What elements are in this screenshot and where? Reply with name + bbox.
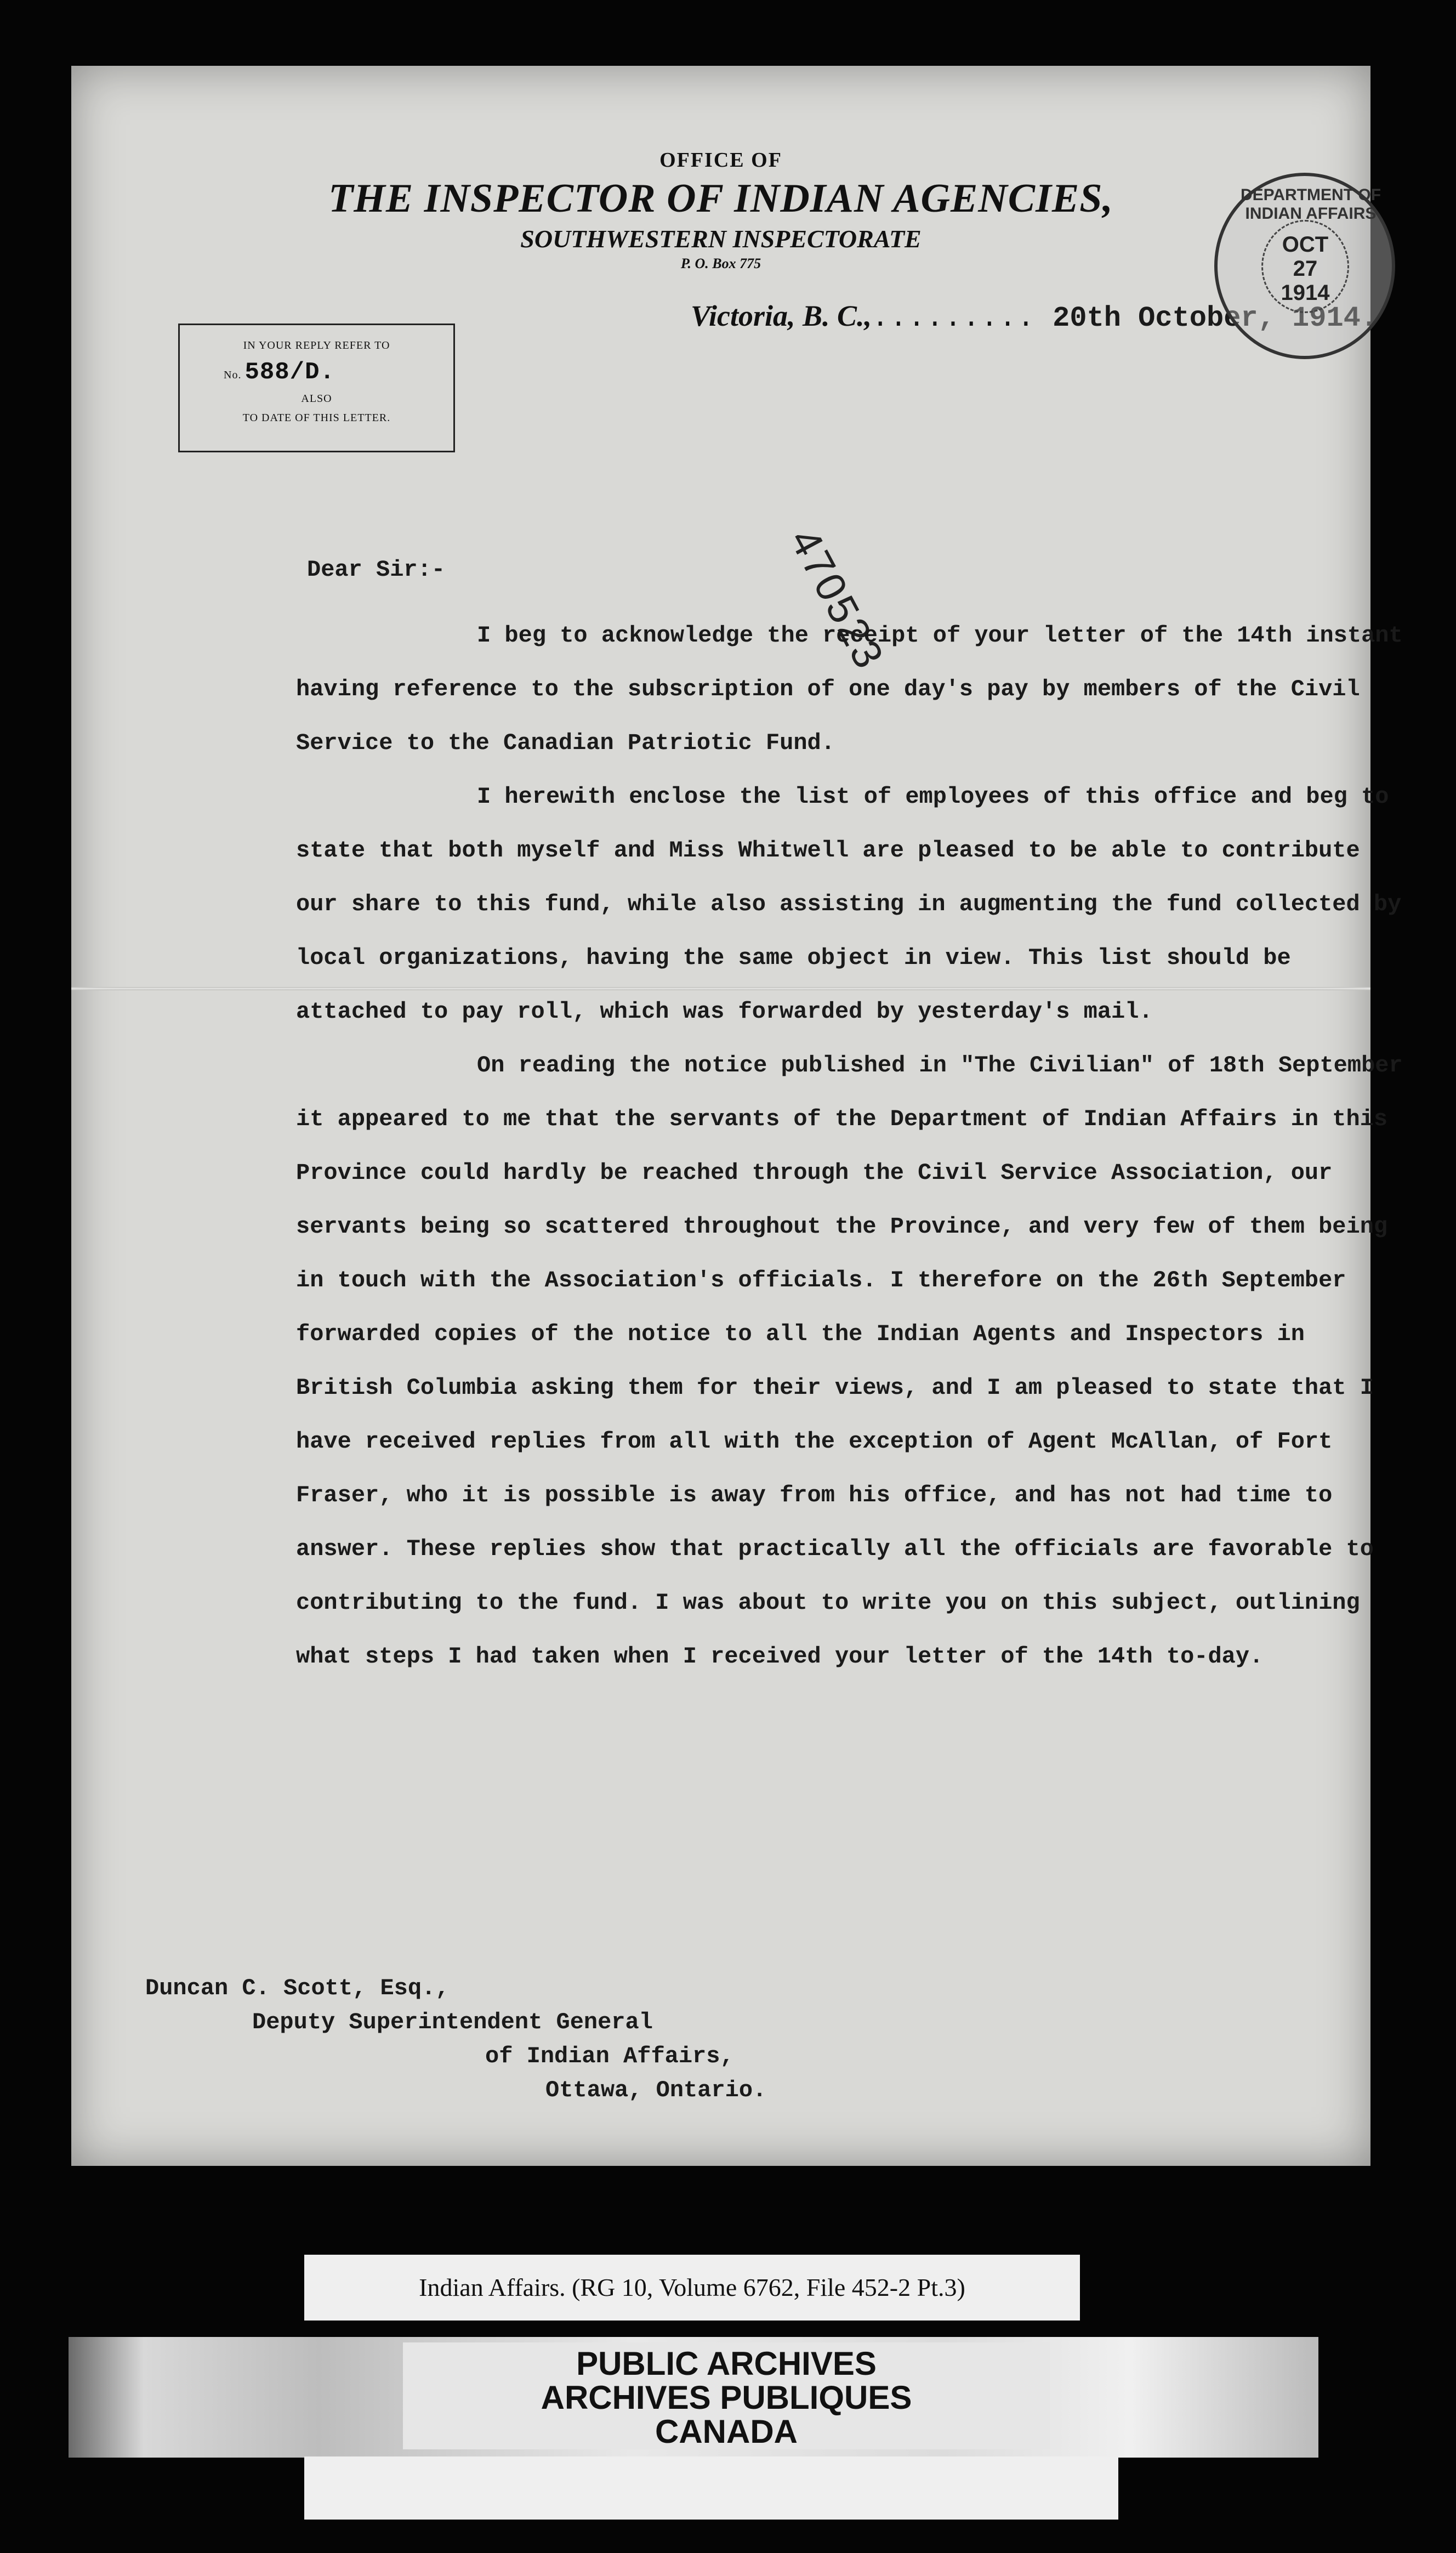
place-date-line: Victoria, B. C.,......... 20th October, 1914. (691, 299, 1378, 334)
letter-date: 20th October, 1914. (1053, 302, 1378, 334)
file-number: 470523 (781, 521, 894, 678)
stamp-date (1261, 220, 1349, 313)
reply-box-line1: IN YOUR REPLY REFER TO (243, 339, 390, 351)
reply-box-no-value: 588/D. (244, 359, 335, 386)
archive-caption: Indian Affairs. (RG 10, Volume 6762, File 452-2 Pt.3) (304, 2255, 1080, 2321)
reply-reference-box (178, 324, 455, 452)
stamp-year: 1914 (1281, 281, 1330, 305)
salutation: Dear Sir:- (307, 557, 446, 583)
reply-box-number-row (191, 359, 442, 386)
letter-sheet (71, 66, 1403, 2166)
reply-box-no-label: No. (224, 369, 242, 381)
reply-box-also: ALSO (301, 393, 332, 405)
letter-body (296, 609, 1409, 1683)
letterhead (71, 148, 1370, 272)
bottom-label-strip (304, 2456, 1118, 2520)
addressee-dept: of Indian Affairs, (485, 2043, 734, 2069)
paragraph-3: On reading the notice published in "The Civilian" of 18th September it appeared to me that the servants of the Department of Indian Affairs in this Province could hardly be reached through the Civil Service Association, our servants being so scattered throughout the Province, and very few of them being in touch with the Association's officials. I therefore on the 26th September forwarded copies of the notice to all the Indian Agents and Inspectors in British Columbia asking them for their views, and I am pleased to state that I have received replies from all with the exception of Agent McAllan, of Fort Fraser, who it is possible is away from his office, and has not had time to answer. These replies show that practically all the officials are favorable to contributing to the fund. I was about to write you on this subject, outlining what steps I had taken when I received your letter of the 14th to-day. (296, 1052, 1403, 1670)
paragraph-1: I beg to acknowledge the receipt of your letter of the 14th instant having reference to the subscription of one day's pay by members of the Civil Service to the Canadian Patriotic Fund. (296, 622, 1403, 756)
paragraph-2: I herewith enclose the list of employees of this office and beg to state that both myself and Miss Whitwell are pleased to be able to contribute our share to this fund, while also assisting in augmenting the fund collected by local organizations, having the same object in view. This list should be attached to pay roll, which was forwarded by yesterday's mail. (296, 784, 1402, 1025)
letterhead-office-of: OFFICE OF (659, 149, 782, 172)
addressee-name: Duncan C. Scott, Esq., (145, 1975, 450, 2001)
archives-line2: ARCHIVES PUBLIQUES (541, 2379, 912, 2416)
addressee-city: Ottawa, Ontario. (545, 2077, 767, 2103)
letterhead-region: SOUTHWESTERN INSPECTORATE (520, 225, 922, 253)
letterhead-title: THE INSPECTOR OF INDIAN AGENCIES, (328, 176, 1113, 221)
reply-box-line-last: TO DATE OF THIS LETTER. (242, 412, 391, 424)
archives-line3: CANADA (655, 2413, 798, 2450)
archives-label (403, 2342, 1050, 2449)
place: Victoria, B. C., (691, 299, 872, 332)
addressee-block (145, 1971, 766, 2107)
archives-line1: PUBLIC ARCHIVES (576, 2345, 877, 2382)
addressee-title: Deputy Superintendent General (252, 2009, 653, 2035)
stamp-ring-text: DEPARTMENT OF INDIAN AFFAIRS (1240, 186, 1381, 223)
stamp-month: OCT (1282, 232, 1329, 257)
letterhead-po-box: P. O. Box 775 (680, 256, 761, 271)
stamp-day: 27 (1293, 257, 1318, 281)
received-stamp (1214, 173, 1395, 359)
